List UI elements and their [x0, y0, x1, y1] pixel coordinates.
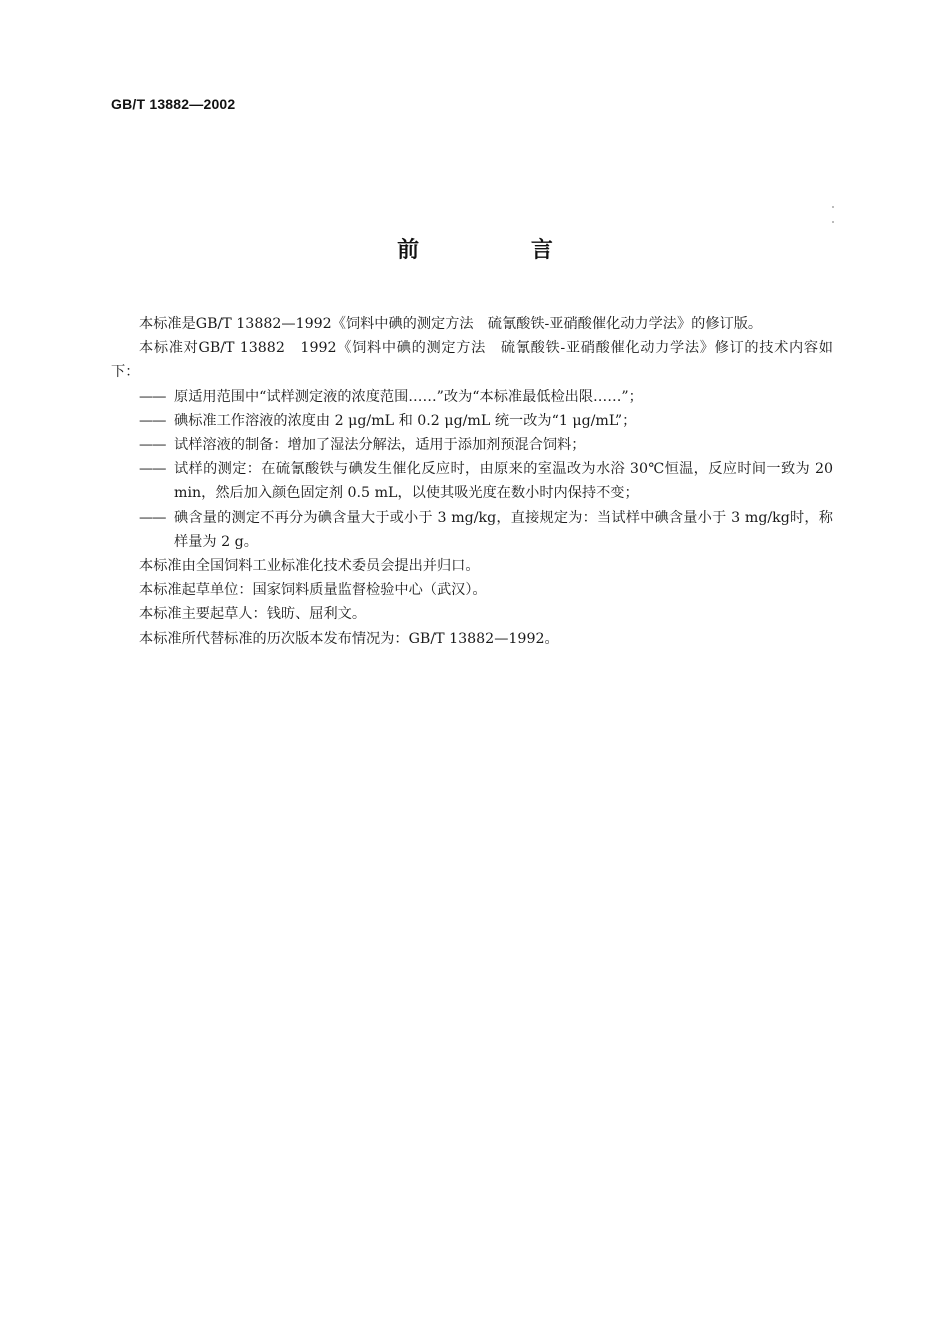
dash-marker: ——	[139, 388, 166, 405]
scan-speck	[832, 221, 834, 223]
paragraph-drafters: 本标准主要起草人：钱昉、屈利文。	[139, 606, 367, 623]
paragraph-changes-intro: 本标准对GB/T 13882 1992《饲料中碘的测定方法 硫氰酸铁-亚硝酸催化动力学法》修订的技术内容如下：	[111, 340, 833, 381]
foreword-body	[111, 312, 833, 651]
paragraph-drafting-unit: 本标准起草单位：国家饲料质量监督检验中心（武汉）。	[139, 582, 487, 599]
dash-marker: ——	[139, 437, 166, 454]
paragraph-revision-note: 本标准是GB/T 13882—1992《饲料中碘的测定方法 硫氰酸铁-亚硝酸催化动力学法》的修订版。	[139, 316, 763, 332]
list-item	[111, 433, 833, 457]
dash-marker: ——	[139, 461, 166, 478]
paragraph-history: 本标准所代替标准的历次版本发布情况为：GB/T 13882—1992。	[139, 630, 559, 647]
list-item-text: 试样溶液的制备：增加了湿法分解法，适用于添加剂预混合饲料；	[174, 437, 586, 454]
paragraph-proposer: 本标准由全国饲料工业标准化技术委员会提出并归口。	[139, 558, 480, 575]
page-title: 前 言	[397, 238, 605, 263]
list-item	[111, 409, 833, 433]
list-item-text: 原适用范围中“试样测定液的浓度范围……”改为“本标准最低检出限……”；	[174, 388, 643, 405]
list-item-text: 试样的测定：在硫氰酸铁与碘发生催化反应时，由原来的室温改为水浴 30℃恒温，反应时间一致为 20 min，然后加入颜色固定剂 0.5 mL，以使其吸光度在数小时内保持不变；	[174, 461, 833, 502]
standard-number: GB/T 13882—2002	[111, 96, 236, 112]
list-item-text: 碘标准工作溶液的浓度由 2 μg/mL 和 0.2 μg/mL 统一改为“1 μg/mL”；	[174, 412, 637, 429]
list-item	[111, 385, 833, 409]
dash-marker: ——	[139, 412, 166, 429]
dash-marker: ——	[139, 509, 166, 526]
list-item-text: 碘含量的测定不再分为碘含量大于或小于 3 mg/kg，直接规定为：当试样中碘含量小于 3 mg/kg时，称样量为 2 g。	[174, 509, 833, 550]
list-item	[111, 506, 833, 554]
scan-speck	[832, 206, 834, 208]
changes-list	[111, 385, 833, 554]
list-item	[111, 457, 833, 505]
